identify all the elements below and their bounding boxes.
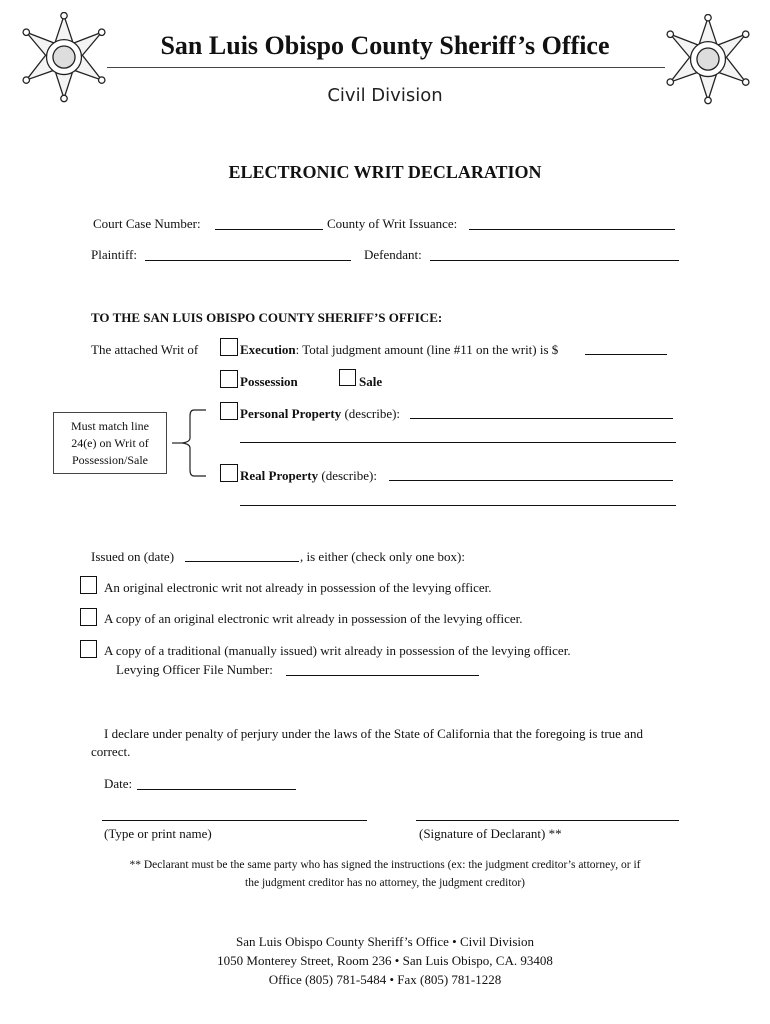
real-property-field[interactable] [389,480,673,481]
bracket-icon [172,408,212,480]
option1-label: An original electronic writ not already in possession of the levying officer. [104,580,492,595]
defendant-field[interactable] [430,260,679,261]
note-line: Possession/Sale [71,453,148,467]
note-box [53,412,167,474]
real-property-rest: (describe): [318,468,377,483]
issued-rest: , is either (check only one box): [300,549,465,564]
real-property-field-2[interactable] [240,505,676,506]
personal-property-label [240,406,400,422]
real-property-bold: Real Property [240,468,319,483]
court-case-field[interactable] [215,229,323,230]
issued-label: Issued on (date) [91,549,175,564]
defendant-label: Defendant: [364,247,422,262]
plaintiff-label: Plaintiff: [91,247,137,262]
page-subtitle: Civil Division [327,85,443,106]
footnote-line-1: ** Declarant must be the same party who has signed the instructions (ex: the judgment creditor’s attorney, or if [129,859,641,871]
footnote-line-2: the judgment creditor has no attorney, the judgment creditor) [245,877,525,889]
footer-line-2: 1050 Monterey Street, Room 236 • San Luis Obispo, CA. 93408 [217,953,553,968]
issued-date-field[interactable] [185,561,299,562]
plaintiff-field[interactable] [145,260,351,261]
page-title: San Luis Obispo County Sheriff’s Office [160,31,610,60]
sale-checkbox[interactable] [339,369,356,386]
declaration-line-2: correct. [91,744,131,759]
county-label: County of Writ Issuance: [327,216,458,231]
name-field[interactable] [102,820,367,821]
note-line: Must match line [71,419,149,433]
possession-checkbox[interactable] [220,370,238,388]
execution-checkbox[interactable] [220,338,238,356]
execution-bold: Execution [240,342,296,357]
personal-property-rest: (describe): [341,406,401,421]
option1-checkbox[interactable] [80,576,97,594]
header-rule [107,67,665,68]
personal-property-field-2[interactable] [240,442,676,443]
date-field[interactable] [137,789,296,790]
file-number-label: Levying Officer File Number: [116,662,273,677]
real-property-checkbox[interactable] [220,464,238,482]
addressee-heading: TO THE SAN LUIS OBISPO COUNTY SHERIFF’S OFFICE: [91,310,443,325]
possession-label: Possession [240,374,298,389]
sheriff-badge-icon [662,14,754,106]
attached-writ-label: The attached Writ of [91,342,199,357]
footer-line-1: San Luis Obispo County Sheriff’s Office • Civil Division [235,934,534,949]
option3-checkbox[interactable] [80,640,97,658]
form-heading: ELECTRONIC WRIT DECLARATION [228,162,542,182]
real-property-label [240,468,377,484]
file-number-field[interactable] [286,675,479,676]
execution-rest: : Total judgment amount (line #11 on the writ) is $ [295,342,559,357]
footer-line-3: Office (805) 781-5484 • Fax (805) 781-1228 [268,972,502,987]
personal-property-bold: Personal Property [240,406,342,421]
sheriff-badge-icon [18,12,110,104]
option2-checkbox[interactable] [80,608,97,626]
option3-label: A copy of a traditional (manually issued) writ already in possession of the levying officer. [104,643,571,658]
personal-property-field[interactable] [410,418,673,419]
signature-field[interactable] [416,820,679,821]
personal-property-checkbox[interactable] [220,402,238,420]
option2-label: A copy of an original electronic writ already in possession of the levying officer. [104,611,523,626]
declaration-line-1: I declare under penalty of perjury under the laws of the State of California that the foregoing is true and [104,726,643,741]
execution-label [240,342,558,358]
note-line: 24(e) on Writ of [71,436,149,450]
name-label: (Type or print name) [104,826,212,841]
court-case-label: Court Case Number: [93,216,201,231]
sale-label: Sale [359,374,383,389]
county-field[interactable] [469,229,675,230]
signature-label: (Signature of Declarant) ** [419,826,562,841]
judgment-amount-field[interactable] [585,354,667,355]
date-label: Date: [104,776,133,791]
